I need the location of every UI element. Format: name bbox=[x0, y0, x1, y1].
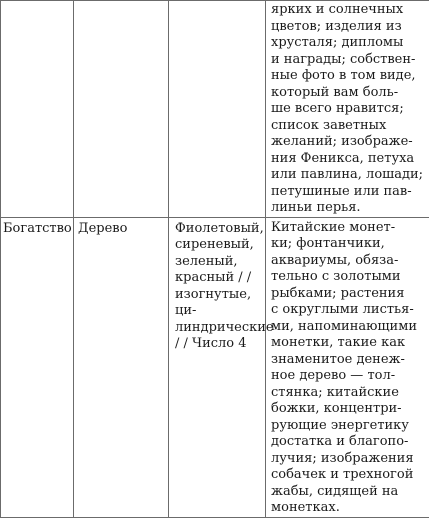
element-cell bbox=[74, 1, 169, 218]
colors-shapes-cell bbox=[169, 217, 266, 517]
sector-text bbox=[1, 1, 73, 2]
colors-shapes-cell bbox=[169, 1, 266, 218]
colors-shapes-text bbox=[169, 1, 265, 2]
objects-cell bbox=[266, 1, 429, 218]
element-text: Дерево bbox=[74, 218, 168, 238]
sector-cell bbox=[1, 217, 74, 517]
objects-text: ярких и солнечных цветов; изделия из хрусталя; дипломы и награды; собствен- ные фото в том виде, который вам боль- ше всего нравится; список заветных желаний; изображе- ния Феникса, петуха или павлина, лошади; петушиные или пав- линьи перья. bbox=[266, 1, 429, 217]
element-cell bbox=[74, 217, 169, 517]
objects-text: Китайские монет- ки; фонтанчики, аквариумы, обяза- тельно с золотыми рыбками; растения с округлыми листья- ми, напоминающими монетки, такие как знаменитое денеж- ное дерево — тол- стянка; китайские божки, концентри- рующие энергетику достатка и благопо- лучия; изображения собачек и трехногой жабы, сидящей на монетках. bbox=[266, 218, 429, 517]
objects-cell bbox=[266, 217, 429, 517]
table-row bbox=[1, 1, 429, 218]
colors-shapes-text: Фиолетовый, сиреневый, зеленый, красный / / изогнутые, ци- линдрические / / Число 4 bbox=[169, 218, 265, 353]
table-row bbox=[1, 217, 429, 517]
sector-cell bbox=[1, 1, 74, 218]
element-text bbox=[74, 1, 168, 2]
sector-text: Богатство bbox=[1, 218, 73, 238]
